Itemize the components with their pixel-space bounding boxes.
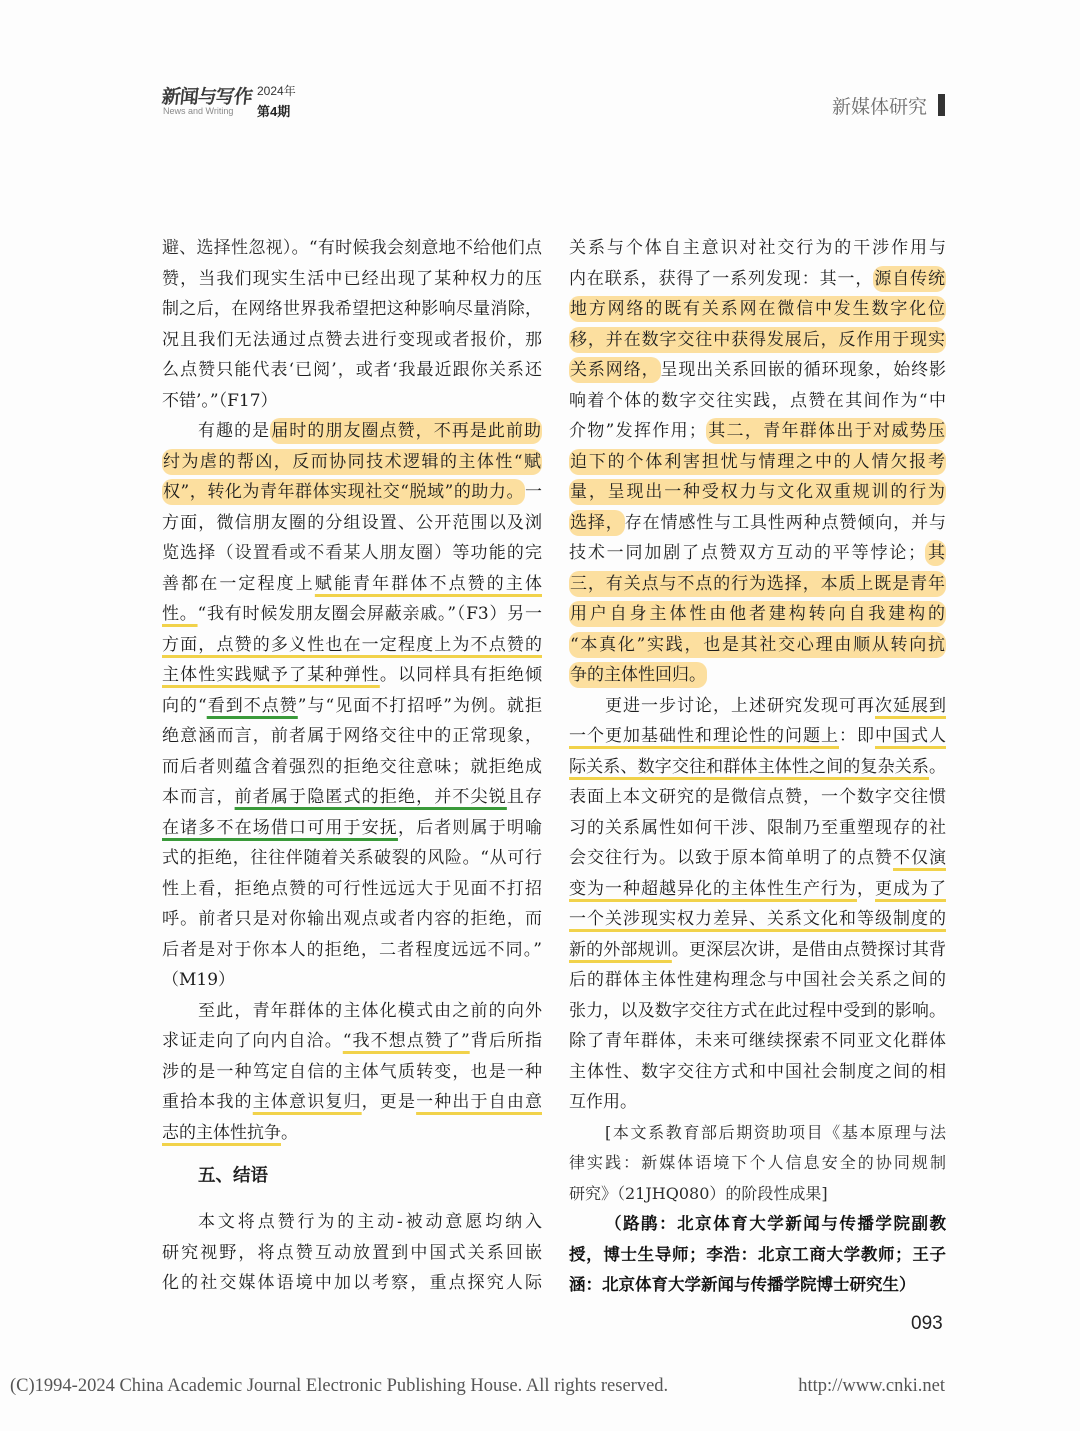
text-line (569, 538, 946, 569)
text-line (569, 843, 946, 874)
author-info (569, 1209, 946, 1301)
publisher-url: http://www.cnki.net (798, 1376, 945, 1396)
text-line (569, 1087, 946, 1118)
text-line (162, 935, 542, 966)
text-line (162, 1057, 542, 1088)
yellow-underlined-text: 志的主体性抗争 (162, 1122, 281, 1143)
text-line (569, 691, 946, 722)
text-run: 向的“ (162, 695, 207, 716)
paragraph (162, 416, 542, 996)
green-underlined-text: 看到不点赞 (206, 695, 298, 716)
green-underlined-text: 在诸多不在场借口可用于安抚 (162, 817, 398, 838)
text-line (569, 1209, 946, 1240)
yellow-underlined-text: 主体意识复归 (252, 1092, 362, 1112)
text-line (569, 325, 946, 356)
text-line (569, 569, 946, 600)
text-line (569, 447, 946, 478)
text-line (162, 1026, 542, 1057)
text-line (162, 1207, 542, 1238)
text-line (162, 1087, 542, 1118)
yellow-underlined-text: 一个关涉现实权力差异、关系文化和等级制度的 (569, 909, 946, 929)
text-run: ，后者则属于明喻 (397, 817, 542, 838)
yellow-underlined-text: 主体性实践赋予了某种弹性 (162, 665, 380, 685)
text-run: 不错’。”（F17） (162, 390, 278, 411)
text-run: ，更是 (361, 1092, 417, 1112)
text-run: 重拾本我的 (162, 1092, 253, 1112)
text-run: 绝意涵而言，前者属于网络交往中的正常现象， (162, 726, 542, 746)
text-line (569, 721, 946, 752)
green-underlined-text: 前者属于隐匿式的拒绝，并不尖锐 (234, 787, 507, 807)
text-line (569, 935, 946, 966)
highlighted-text: 其二，青年群体出于对威势压 (706, 418, 946, 444)
highlighted-text: 迫下的个体利害担忧与情理之中的人情欠报考 (569, 449, 946, 475)
funding-note (569, 1118, 946, 1210)
text-run: 主体性、数字交往方式和中国社会制度之间的相 (569, 1061, 946, 1082)
text-line (569, 386, 946, 417)
text-line (162, 1268, 542, 1299)
text-line (569, 1148, 946, 1179)
section-heading: 五、结语 (198, 1166, 268, 1186)
text-run: ：即 (839, 726, 875, 746)
text-line (569, 904, 946, 935)
yellow-underlined-text: 际关系、数字交往和群体主体性之间的复杂关系 (569, 756, 929, 777)
text-line (162, 691, 542, 722)
text-run: 除了青年群体，未来可继续探索不同亚文化群体 (569, 1031, 946, 1051)
text-run: 有趣的是 (198, 421, 271, 441)
page-number: 093 (911, 1313, 943, 1334)
text-line (162, 630, 542, 661)
highlighted-text: 量，呈现出一种受权力与文化双重规训的行为 (569, 479, 946, 505)
text-line (162, 477, 542, 508)
paragraph-continues-next-column (162, 1207, 542, 1299)
left-column (162, 233, 542, 1299)
highlighted-text: 届时的朋友圈点赞，不再是此前助 (270, 418, 542, 444)
highlighted-text: 关系网络， (569, 357, 661, 383)
text-line (162, 1238, 542, 1269)
text-line (569, 1057, 946, 1088)
text-line (162, 660, 542, 691)
section-title: 新媒体研究 (832, 96, 928, 118)
text-run: 赞，当我们现实生活中已经出现了某种权力的压 (162, 268, 542, 289)
journal-english-name: News and Writing (163, 106, 234, 116)
highlighted-text: 移，并在数字交往中获得发展后，反作用于现实 (569, 327, 946, 353)
text-run: 后者是对于你本人的拒绝，二者程度远远不同。” (162, 939, 542, 960)
text-run: 技术一同加剧了点赞双方互动的平等悖论； (569, 543, 926, 563)
text-run: 律实践：新媒体语境下个人信息安全的协同规制 (569, 1153, 946, 1172)
highlighted-text: 其 (925, 540, 946, 566)
text-line (569, 1270, 946, 1301)
text-line (569, 233, 946, 264)
text-run: 涉的是一种笃定自信的主体气质转变，也是一种 (162, 1061, 542, 1082)
text-run: 呈现出关系回嵌的循环现象，始终影 (660, 360, 946, 380)
text-run: 互作用。 (569, 1092, 637, 1112)
text-line (569, 264, 946, 295)
text-run: 介物”发挥作用； (569, 421, 706, 441)
text-run: 而后者则蕴含着强烈的拒绝交往意味；就拒绝成 (162, 756, 542, 777)
text-run: “我有时候发朋友圈会屏蔽亲戚。”（F3）另一 (197, 604, 542, 624)
text-run: ， (857, 878, 875, 899)
text-run: 况且我们无法通过点赞去进行变现或者报价，那 (162, 329, 542, 350)
yellow-underlined-text: 变为一种超越异化的主体性生产行为 (569, 878, 857, 899)
text-line (162, 782, 542, 813)
highlighted-text: 选择， (569, 510, 625, 536)
text-line (162, 904, 542, 935)
text-line (569, 630, 946, 661)
text-line (162, 599, 542, 630)
text-run: 授，博士生导师；李浩：北京工商大学教师；王子 (569, 1245, 946, 1264)
text-run: 关系与个体自主意识对社交行为的干涉作用与 (569, 238, 946, 258)
text-run: 。 (929, 756, 946, 777)
text-line (162, 508, 542, 539)
text-line (569, 1179, 946, 1210)
highlighted-text: 源自传统 (873, 266, 946, 292)
text-line (162, 843, 542, 874)
yellow-underlined-text: 中国式人 (875, 726, 946, 746)
yellow-underlined-text: 新的外部规训 (569, 939, 672, 960)
text-run: [本文系教育部后期资助项目《基本原理与法 (605, 1122, 946, 1142)
text-line (569, 1118, 946, 1149)
text-line (569, 752, 946, 783)
text-run: 制之后，在网络世界我希望把这种影响尽量消除， (162, 299, 542, 319)
text-run: 。以同样具有拒绝倾 (379, 665, 542, 685)
yellow-underlined-text: 次延展到 (875, 695, 946, 716)
text-run: 善都在一定程度上 (162, 573, 315, 594)
text-run: 览选择 (162, 543, 217, 563)
text-run: 张力，以及数字交往方式在此过程中受到的影响。 (569, 1000, 946, 1021)
text-line (162, 721, 542, 752)
text-line (569, 996, 946, 1027)
text-run: 后的群体主体性建构理念与中国社会关系之间的 (569, 970, 946, 990)
text-line (569, 294, 946, 325)
highlighted-text: 争的主体性回归。 (569, 662, 707, 688)
paragraph-continued (569, 233, 946, 691)
highlighted-text: “本真化”实践，也是其社交心理由顺从转向抗 (569, 632, 946, 658)
text-line (162, 569, 542, 600)
text-line (569, 1026, 946, 1057)
text-line (569, 874, 946, 905)
section-marker-bar (938, 94, 945, 116)
text-run: 式的拒绝，往往伴随着关系破裂的风险。“从可行 (162, 848, 542, 868)
text-line (569, 416, 946, 447)
text-run: 研究》（21JHQ080）的阶段性成果] (569, 1183, 828, 1203)
yellow-underlined-text: “我不想点赞了” (342, 1031, 470, 1051)
text-run: 化的社交媒体语境中加以考察，重点探究人际 (162, 1273, 542, 1293)
text-run: ）。“有时候我会刻意地不给他们点 (282, 238, 542, 258)
text-run: 呼。前者只是对你输出观点或者内容的拒绝，而 (162, 909, 542, 929)
alt-font-text: （设置看或不看某人朋友圈） (216, 543, 453, 563)
text-run: （M19） (162, 970, 236, 990)
text-line (569, 660, 946, 691)
text-run: 方面，微信朋友圈的分组设置、公开范围以及浏 (162, 512, 542, 533)
text-run: 性上看，拒绝点赞的可行性远远大于见面不打招 (162, 878, 542, 899)
text-line (569, 508, 946, 539)
text-line (569, 1240, 946, 1271)
paragraph (162, 996, 542, 1149)
text-line (162, 996, 542, 1027)
paragraph (569, 691, 946, 1118)
text-run: （路鹃：北京体育大学新闻与传播学院副教 (605, 1215, 946, 1233)
text-line (569, 477, 946, 508)
highlighted-text: 权”，转化为青年群体实现社交“脱域”的助力。 (162, 479, 525, 505)
text-run: 一 (525, 482, 542, 502)
text-run: 背后所指 (469, 1031, 542, 1051)
text-line (162, 355, 542, 386)
text-line (569, 355, 946, 386)
text-line (162, 447, 542, 478)
yellow-underlined-text: 更成为了 (875, 878, 946, 899)
text-line (162, 416, 542, 447)
yellow-underlined-text: 性。 (162, 604, 198, 624)
text-run: 本而言， (162, 787, 235, 807)
paragraph-continued-from-previous-page (162, 233, 542, 416)
highlighted-text: 三，有关点与不点的行为选择，本质上既是青年 (569, 571, 946, 597)
yellow-underlined-text: 不仅演 (893, 848, 946, 868)
publication-year: 2024年 (257, 84, 296, 98)
text-run: 内在联系，获得了一系列发现：其一， (569, 268, 874, 289)
text-run: 更进一步讨论，上述研究发现可再 (605, 695, 875, 716)
text-line (162, 752, 542, 783)
journal-logo: 新闻与写作 (160, 86, 254, 108)
text-line (162, 1118, 542, 1149)
text-run: 存在情感性与工具性两种点赞倾向，并与 (624, 512, 946, 533)
text-run: 响着个体的数字交往实践，点赞在其间作为“中 (569, 390, 946, 411)
text-run: 求证走向了向内自洽。 (162, 1031, 343, 1051)
text-run: 。更深层次讲，是借由点赞探讨其背 (671, 939, 946, 960)
text-run: ”与“见面不打招呼”为例。就拒 (297, 695, 542, 716)
text-line (162, 264, 542, 295)
yellow-underlined-text: 一个更加基础性和理论性的问题上 (569, 726, 839, 746)
text-run: 习的关系属性如何干涉、限制乃至重塑现存的社 (569, 817, 946, 838)
yellow-underlined-text: 方面，点赞的多义性也在一定程度上为不点赞的 (162, 634, 542, 655)
alt-font-text: 避、选择性忽视 (162, 238, 283, 258)
text-run: 研究视野，将点赞互动放置到中国式关系回嵌 (162, 1242, 542, 1263)
text-run: 至此，青年群体的主体化模式由之前的向外 (198, 1000, 542, 1021)
copyright-footer (10, 1376, 945, 1397)
text-run: 本文将点赞行为的主动-被动意愿均纳入 (198, 1212, 542, 1232)
right-column (569, 233, 946, 1301)
text-run: 涵：北京体育大学新闻与传播学院博士研究生） (569, 1276, 916, 1294)
highlighted-text: 地方网络的既有关系网在微信中发生数字化位 (569, 296, 946, 322)
text-run: 会交往行为。以致于原本简单明了的点赞 (569, 848, 893, 868)
highlighted-text: 纣为虐的帮凶，反而协同技术逻辑的主体性“赋 (162, 449, 542, 475)
text-line (162, 874, 542, 905)
text-line (162, 233, 542, 264)
text-line (569, 965, 946, 996)
text-line (569, 782, 946, 813)
text-line (162, 813, 542, 844)
text-line (162, 386, 542, 417)
text-line (162, 538, 542, 569)
copyright-notice: (C)1994-2024 China Academic Journal Electronic Publishing House. All rights reserved. (10, 1376, 669, 1396)
text-run: 表面上本文研究的是微信点赞，一个数字交往惯 (569, 787, 946, 807)
yellow-underlined-text: 赋能青年群体不点赞的主体 (314, 573, 542, 594)
text-run: 。 (281, 1122, 298, 1143)
text-line (569, 599, 946, 630)
text-run: 且存 (506, 787, 542, 807)
yellow-underlined-text: 一种出于自由意 (416, 1092, 542, 1112)
text-run: 么点赞只能代表‘已阅’，或者‘我最近跟你关系还 (162, 360, 542, 380)
text-run: 等功能的完 (452, 543, 542, 563)
text-line (162, 965, 542, 996)
text-line (162, 325, 542, 356)
text-line (569, 813, 946, 844)
issue-number: 第4期 (257, 104, 291, 119)
highlighted-text: 用户自身主体性由他者建构转向自我建构的 (569, 601, 946, 627)
text-line (162, 294, 542, 325)
